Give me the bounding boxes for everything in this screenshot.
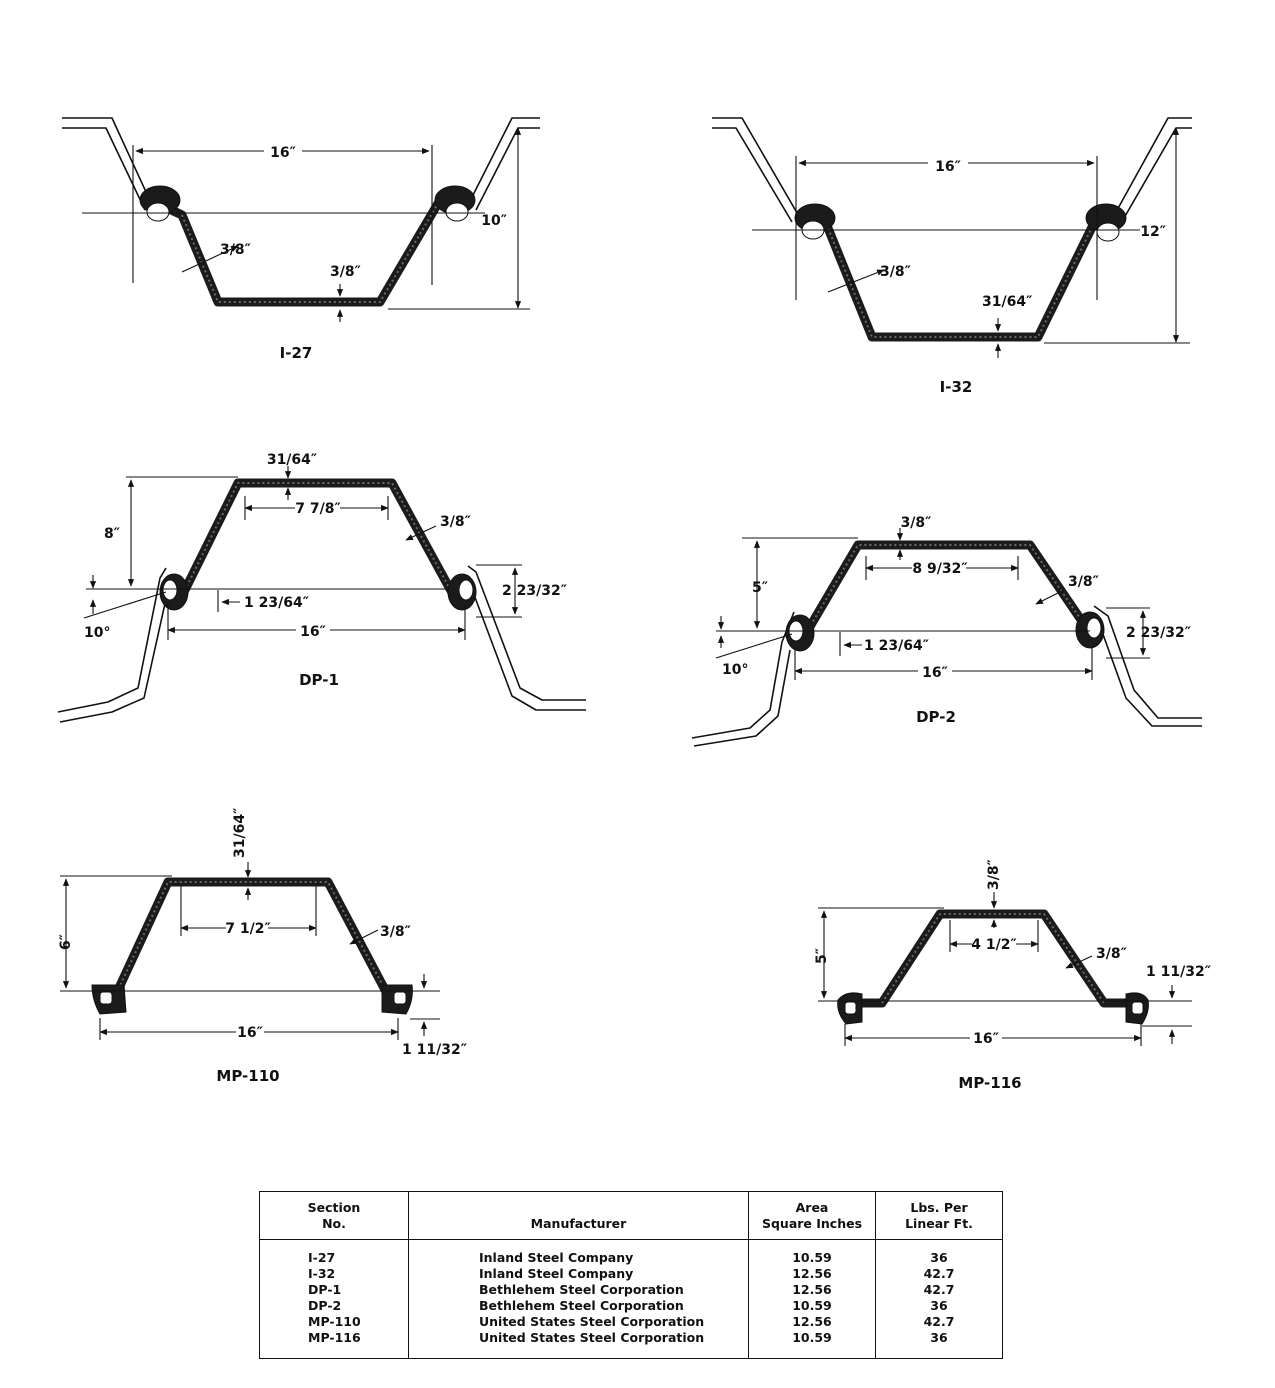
- cell-section: DP-1: [308, 1282, 342, 1298]
- section-mp110-drawing: [60, 862, 440, 1040]
- dp2-dim-web: 3/8″: [1068, 574, 1099, 590]
- table-row: [260, 1266, 1003, 1282]
- cell-weight: 36: [876, 1330, 1003, 1359]
- interlock-left: [92, 985, 126, 1014]
- dp2-dim-inner: 8 9/32″: [912, 561, 968, 577]
- cell-area: 10.59: [749, 1298, 876, 1314]
- pile-profile: [808, 545, 1088, 630]
- mp110-dim-top: 31/64″: [232, 807, 248, 858]
- col-header-weight: Lbs. Per Linear Ft.: [876, 1192, 1003, 1240]
- table-row: [260, 1298, 1003, 1314]
- i32-dim-flange: 31/64″: [982, 294, 1033, 310]
- pile-profile: [805, 215, 1098, 337]
- dp2-dim-lock: 2 23/32″: [1126, 625, 1191, 641]
- dp2-dim-offset: 1 23/64″: [864, 638, 929, 654]
- interlock-right: [435, 186, 475, 221]
- table-row: [260, 1314, 1003, 1330]
- table-row: [260, 1240, 1003, 1267]
- mp110-dim-lock: 1 11/32″: [402, 1042, 467, 1058]
- cell-manufacturer: United States Steel Corporation: [409, 1314, 749, 1330]
- dp1-dim-height: 8″: [104, 526, 120, 542]
- section-mp116-drawing: [818, 892, 1192, 1046]
- cell-weight: 36: [876, 1240, 1003, 1267]
- cell-weight: 42.7: [876, 1314, 1003, 1330]
- caption-dp1: DP-1: [299, 671, 339, 689]
- mp116-dim-height: 5″: [814, 948, 830, 964]
- pile-profile: [150, 200, 440, 302]
- i27-dim-flange: 3/8″: [330, 264, 361, 280]
- dp1-dim-angle: 10°: [84, 625, 111, 641]
- i32-dim-height: 12″: [1140, 224, 1166, 240]
- interlock-left: [838, 993, 862, 1024]
- section-specs-table: [259, 1191, 1003, 1359]
- interlock-right: [448, 574, 476, 610]
- section-i27-drawing: [62, 118, 540, 322]
- caption-mp110: MP-110: [216, 1067, 280, 1085]
- cell-area: 12.56: [749, 1314, 876, 1330]
- col-header-section: Section No.: [260, 1192, 409, 1240]
- cell-manufacturer: Inland Steel Company: [409, 1240, 749, 1267]
- cell-section: DP-2: [308, 1298, 342, 1314]
- table-row: [260, 1282, 1003, 1298]
- cell-area: 10.59: [749, 1240, 876, 1267]
- cell-area: 12.56: [749, 1282, 876, 1298]
- dp2-dim-angle: 10°: [722, 662, 749, 678]
- section-i32-drawing: [712, 118, 1192, 358]
- cell-section: MP-116: [308, 1330, 361, 1346]
- cell-section: I-27: [308, 1250, 336, 1266]
- cell-section: I-32: [308, 1266, 336, 1282]
- mp116-dim-top: 3/8″: [986, 859, 1002, 890]
- dp2-dim-height: 5″: [752, 580, 768, 596]
- mp110-dim-web: 3/8″: [380, 924, 411, 940]
- dp1-dim-width: 16″: [300, 624, 326, 640]
- col-header-manufacturer: Manufacturer: [409, 1192, 749, 1240]
- cell-area: 10.59: [749, 1330, 876, 1359]
- interlock-right: [382, 985, 412, 1014]
- i32-dim-width: 16″: [935, 159, 961, 175]
- cell-manufacturer: Bethlehem Steel Corporation: [409, 1298, 749, 1314]
- cell-manufacturer: Bethlehem Steel Corporation: [409, 1282, 749, 1298]
- caption-i27: I-27: [279, 344, 313, 362]
- interlock-right: [1126, 993, 1148, 1024]
- table-header-row: [260, 1192, 1003, 1240]
- adjacent-pile-left: [62, 118, 152, 210]
- cell-weight: 36: [876, 1298, 1003, 1314]
- cell-manufacturer: Inland Steel Company: [409, 1266, 749, 1282]
- pile-profile: [112, 882, 392, 1003]
- mp110-dim-inner: 7 1/2″: [225, 921, 271, 937]
- cell-weight: 42.7: [876, 1266, 1003, 1282]
- cell-area: 12.56: [749, 1266, 876, 1282]
- i27-dim-height: 10″: [481, 213, 507, 229]
- mp116-dim-lock: 1 11/32″: [1146, 964, 1211, 980]
- dp2-dim-width: 16″: [922, 665, 948, 681]
- dp1-dim-top: 31/64″: [266, 452, 318, 468]
- i27-dim-web: 3/8″: [220, 242, 251, 258]
- cell-section: MP-110: [308, 1314, 361, 1330]
- cell-weight: 42.7: [876, 1282, 1003, 1298]
- mp110-dim-width: 16″: [237, 1025, 263, 1041]
- interlock-left: [786, 615, 814, 651]
- caption-dp2: DP-2: [916, 708, 956, 726]
- col-header-area: Area Square Inches: [749, 1192, 876, 1240]
- caption-i32: I-32: [939, 378, 973, 396]
- mp116-dim-inner: 4 1/2″: [971, 937, 1017, 953]
- mp116-dim-web: 3/8″: [1096, 946, 1127, 962]
- caption-mp116: MP-116: [958, 1074, 1022, 1092]
- dp1-dim-lock: 2 23/32″: [502, 583, 567, 599]
- table-row: [260, 1330, 1003, 1359]
- mp116-dim-width: 16″: [973, 1031, 999, 1047]
- mp110-dim-height: 6″: [58, 934, 74, 950]
- i27-dim-width: 16″: [270, 145, 296, 161]
- dp2-dim-top: 3/8″: [900, 515, 932, 531]
- cell-manufacturer: United States Steel Corporation: [409, 1330, 749, 1359]
- dp1-dim-inner: 7 7/8″: [295, 501, 341, 517]
- adjacent-pile-right: [468, 118, 540, 210]
- i32-dim-web: 3/8″: [880, 264, 911, 280]
- dp1-dim-offset: 1 23/64″: [244, 595, 309, 611]
- interlock-right: [1076, 612, 1104, 648]
- dp1-dim-web: 3/8″: [440, 514, 471, 530]
